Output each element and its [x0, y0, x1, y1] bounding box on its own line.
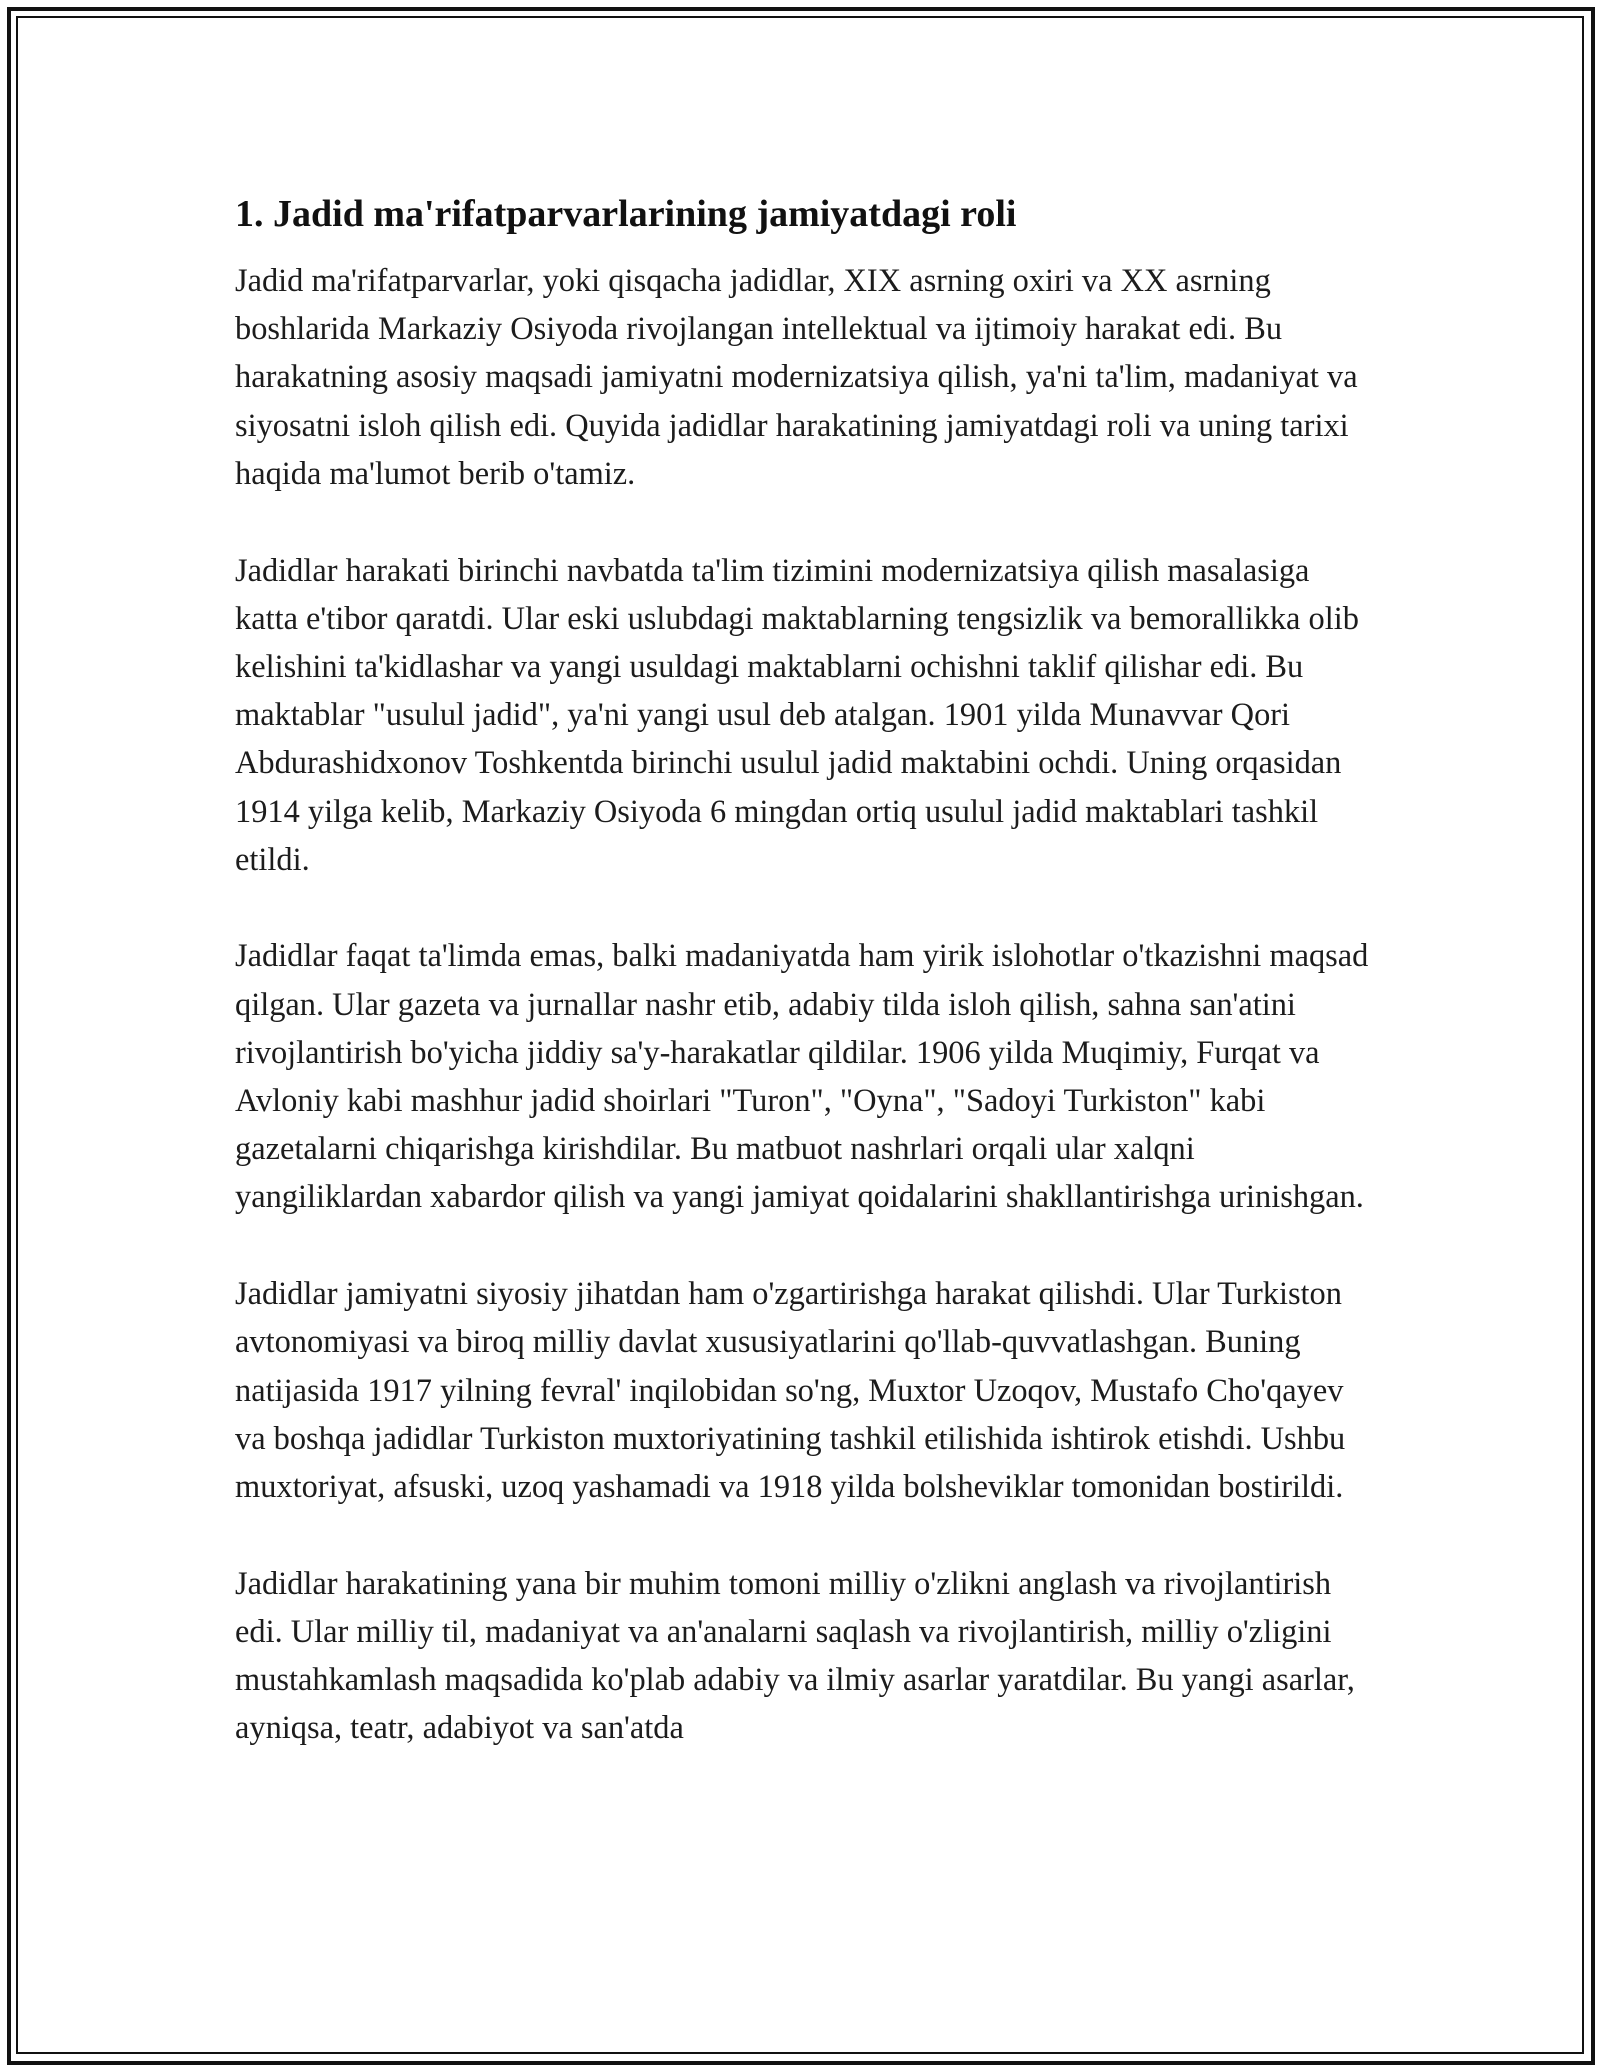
paragraph-national-identity: Jadidlar harakatining yana bir muhim tomoni milliy o'zlikni anglash va rivojlantirish edi. Ular milliy til, madaniyat va an'analarni saqlash va rivojlantirish, milliy o'zligini mustahkamlash maqsadida ko'plab adabiy va ilmiy asarlar yaratdilar. Bu yangi asarlar, ayniqsa, teatr, adabiyot va san'atda: [235, 1565, 1355, 1747]
paragraph-politics: Jadidlar jamiyatni siyosiy jihatdan ham o'zgartirishga harakat qilishdi. Ular Turkiston avtonomiyasi va biroq milliy davlat xususiyatlarini qo'llab-quvvatlashgan. Buning natijasida 1917 yilning fevral' inqilobidan so'ng, Muxtor Uzoqov, Mustafo Cho'qayev va boshqa jadidlar Turkiston muxtoriyatining tashkil etilishida ishtirok etishdi. Ushbu muxtoriyat, afsuski, uzoq yashamadi va 1918 yilda bolsheviklar tomonidan bostirildi.: [235, 1276, 1346, 1505]
paragraph-culture: Jadidlar faqat ta'limda emas, balki madaniyatda ham yirik islohotlar o'tkazishni maqsad qilgan. Ular gazeta va jurnallar nashr etib, adabiy tilda isloh qilish, sahna san'atini rivojlantirish bo'yicha jiddiy sa'y-harakatlar qildilar. 1906 yilda Muqimiy, Furqat va Avloniy kabi mashhur jadid shoirlari "Turon", "Oyna", "Sadoyi Turkiston" kabi gazetalarni chiqarishga kirishdilar. Bu matbuot nashrlari orqali ular xalqni yangiliklardan xabardor qilish va yangi jamiyat qoidalarini shakllantirishga urinishgan.: [235, 938, 1369, 1216]
paragraph-intro: Jadid ma'rifatparvarlar, yoki qisqacha jadidlar, XIX asrning oxiri va XX asrning boshlarida Markaziy Osiyoda rivojlangan intellektual va ijtimoiy harakat edi. Bu harakatning asosiy maqsadi jamiyatni modernizatsiya qilish, ya'ni ta'lim, madaniyat va siyosatni isloh qilish edi. Quyida jadidlar harakatining jamiyatdagi roli va uning tarixi haqida ma'lumot berib o'tamiz.: [235, 263, 1358, 492]
document-body: [235, 188, 1370, 1752]
paragraph-education: Jadidlar harakati birinchi navbatda ta'lim tizimini modernizatsiya qilish masalasiga katta e'tibor qaratdi. Ular eski uslubdagi maktablarning tengsizlik va bemorallikka olib kelishini ta'kidlashar va yangi usuldagi maktablarni ochishni taklif qilishar edi. Bu maktablar "usulul jadid", ya'ni yangi usul deb atalgan. 1901 yilda Munavvar Qori Abdurashidxonov Toshkentda birinchi usulul jadid maktabini ochdi. Uning orqasidan 1914 yilga kelib, Markaziy Osiyoda 6 mingdan ortiq usulul jadid maktablari tashkil etildi.: [235, 552, 1359, 878]
section-heading: 1. Jadid ma'rifatparvarlarining jamiyatdagi roli: [235, 193, 1017, 235]
